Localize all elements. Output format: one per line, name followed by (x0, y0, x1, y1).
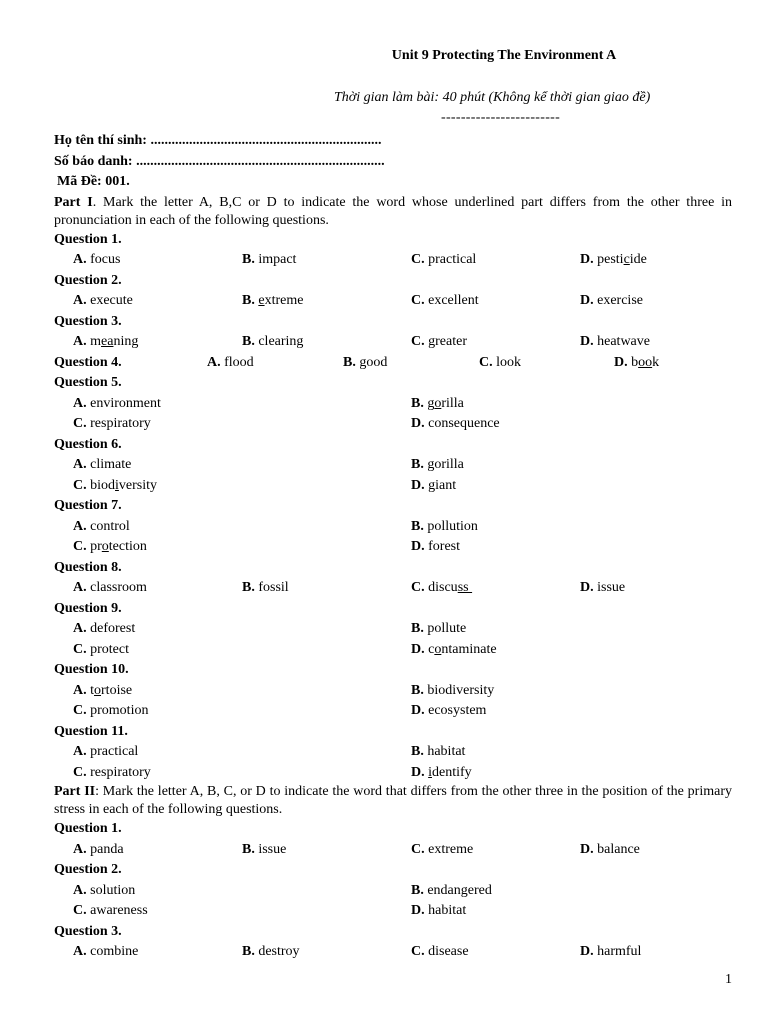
question-label: Question 1. (54, 231, 122, 247)
question-options: A. practical B. habitat (73, 744, 466, 759)
question-options: A. panda B. issue C. extreme D. balance (73, 841, 640, 857)
question-options: C. respiratory D. consequence (73, 416, 500, 431)
question-options: A. execute B. extreme C. excellent D. exercise (73, 293, 643, 308)
question-options: A. control B. pollution (73, 518, 478, 534)
question-options: A. tortoise B. biodiversity (73, 682, 495, 698)
question-options: C. biodiversity D. giant (73, 477, 457, 493)
part2-instruction: Part II: Mark the letter A, B, C, or D to indicate the word that differs from the other three in the position of the primary stress in each of the following questions. (54, 784, 732, 817)
question-options: Question 4. A. flood B. good C. look D. book (54, 354, 660, 370)
question-label: Question 2. (54, 272, 122, 288)
question-options: C. protect D. contaminate (73, 641, 497, 657)
document-title: Unit 9 Protecting The Environment A (391, 48, 617, 63)
time-note: Thời gian làm bài: 40 phút (Không kể thời gian giao đề) (334, 90, 651, 105)
question-options: A. environment B. gorilla (73, 395, 464, 411)
question-label: Question 6. (54, 436, 122, 452)
question-label: Question 1. (54, 821, 122, 836)
question-label: Question 2. (54, 862, 122, 877)
question-options: C. promotion D. ecosystem (73, 703, 487, 718)
question-label: Question 3. (54, 313, 122, 329)
question-options: A. meaning B. clearing C. greater D. heatwave (73, 334, 650, 349)
question-label: Question 10. (54, 662, 129, 677)
question-options: C. protection D. forest (73, 539, 461, 554)
question-label: Question 11. (54, 723, 128, 739)
question-label: Question 8. (54, 559, 122, 575)
question-options: A. classroom B. fossil C. discuss D. issue (73, 580, 626, 595)
question-options: C. awareness D. habitat (73, 903, 467, 918)
question-label: Question 7. (54, 498, 122, 513)
question-options: A. deforest B. pollute (73, 621, 467, 636)
candidate-id-line: Số báo danh: ....................................................................... (54, 153, 385, 169)
part1-instruction: Part I. Mark the letter A, B,C or D to indicate the word whose underlined part differs from the other three in pronunciation in each of the following questions. (54, 194, 732, 228)
question-label: Question 3. (54, 923, 122, 939)
question-options: A. combine B. destroy C. disease D. harmful (73, 944, 642, 959)
question-label: Question 5. (54, 375, 122, 390)
question-options: C. respiratory D. identify (73, 764, 472, 780)
exam-body (54, 131, 732, 963)
candidate-name-line: Họ tên thí sinh: .................................................................. (54, 133, 382, 148)
page-number: 1 (725, 971, 732, 987)
exam-code-line: Mã Đề: 001. (57, 174, 130, 189)
question-label: Question 9. (54, 600, 122, 616)
question-options: A. solution B. endangered (73, 882, 492, 898)
question-options: A. focus B. impact C. practical D. pesticide (73, 252, 647, 267)
question-options: A. climate B. gorilla (73, 457, 464, 472)
divider-dashes: ------------------------ (441, 110, 561, 125)
